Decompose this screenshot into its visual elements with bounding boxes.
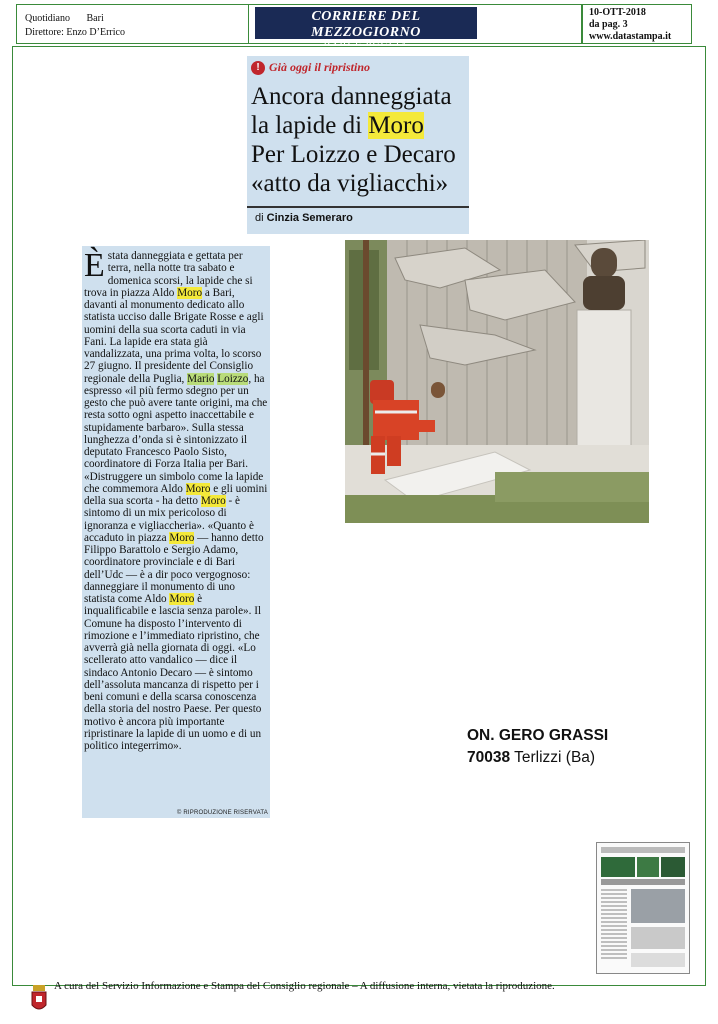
recipient-address xyxy=(467,725,608,769)
reproduction-note: © RIPRODUZIONE RISERVATA xyxy=(176,810,268,816)
highlighted-name: Moro xyxy=(169,593,195,605)
footer-note: A cura del Servizio Informazione e Stampa del Consiglio regionale – A diffusione interna, vietata la riproduzione. xyxy=(54,980,555,992)
body-text: — hanno detto Filippo Barattolo e Sergio Adamo, coordinatore provinciale e di Bari dell’Udc — è a dir poco vergognoso: danneggiare il monumento di uno statista come Aldo xyxy=(84,531,264,605)
title-line-4: «atto da vigliacchi» xyxy=(251,170,449,197)
body-text: è inqualificabile e lascia senza parole». Il Comune ha disposto l’intervento di rimozione e l’immediato ripristino, che avverrà già nella giornata di oggi. «Lo scellerato atto vandalico — dice il sindaco Antonio Decaro — è sintomo dell’assoluta mancanza di rispetto per i beni comuni e della scarsa conoscenza della storia del nostro Paese. Per questo motivo è ancora più importante ripristinare la lapide di un uomo e di un politico integerrimo». xyxy=(84,593,262,752)
recipient-city-line xyxy=(467,747,608,769)
byline xyxy=(255,212,353,224)
monument-photo-illustration xyxy=(345,240,649,523)
highlighted-name: Moro xyxy=(169,531,195,544)
edition: Bari xyxy=(86,13,104,24)
recipient-zip: 70038 xyxy=(467,749,511,766)
article-column xyxy=(82,246,270,818)
header-info-box xyxy=(16,4,250,44)
highlighted-name: Loizzo xyxy=(217,372,249,385)
highlighted-name: Moro xyxy=(185,482,211,495)
headline-block xyxy=(247,56,469,234)
publication-line xyxy=(25,13,118,24)
recipient-name: ON. GERO GRASSI xyxy=(467,727,609,744)
page-thumbnail xyxy=(596,842,690,974)
body-text: a Bari, davanti al monumento dedicato allo statista ucciso dalle Brigate Rosse e agli uomini della sua scorta caduti in via Fani. La lapide era stata già vandalizzata, una prima volta, lo scorso 27 giugno. Il presidente del Consiglio regionale della Puglia, xyxy=(84,286,264,385)
title-line-1: Ancora danneggiata xyxy=(251,83,452,110)
title-line-3: Per Loizzo e Decaro xyxy=(251,141,456,168)
date-box xyxy=(582,4,692,44)
highlighted-name: Moro xyxy=(200,495,226,507)
kicker-alert-icon: ! xyxy=(251,61,265,75)
body-text: e gli uomini della sua scorta - ha detto xyxy=(84,482,268,507)
byline-divider xyxy=(247,206,469,208)
recipient-city: Terlizzi (Ba) xyxy=(514,749,596,766)
page-ref: da pag. 3 xyxy=(589,19,628,30)
body-text: , ha espresso «il più fermo sdegno per un gesto che può avere tante origini, ma che resta sotto ogni aspetto inaccettabile e stupidamente barbaro». Sulla stessa lunghezza d’onda si è sintonizzato il deputato Francesco Paolo Sisto, coordinatore di Forza Italia per Bari. «Distruggere un simbolo come la lapide che commemora Aldo xyxy=(84,372,268,495)
drop-cap: È xyxy=(84,247,105,284)
page-thumbnail-illustration xyxy=(597,843,689,973)
title-highlight-moro: Moro xyxy=(368,112,424,139)
article-title xyxy=(251,82,469,198)
date: 10-OTT-2018 xyxy=(589,7,646,18)
byline-prefix: di xyxy=(255,212,264,224)
regional-council-logo-icon xyxy=(30,985,48,1015)
body-text: - è sintomo di un mix pericoloso di ignoranza e vigliaccheria». «Quanto è accaduto in piazza xyxy=(84,495,254,544)
newspaper-logo xyxy=(255,7,477,52)
masthead-title: CORRIERE DEL MEZZOGIORNO xyxy=(311,9,421,40)
highlighted-name: Mario xyxy=(187,372,215,385)
masthead-box xyxy=(248,4,582,52)
source-site: www.datastampa.it xyxy=(589,31,672,42)
body-text: stata danneggiata e gettata per terra, nella notte tra sabato e domenica scorsi, la lapide che si trova in piazza Aldo xyxy=(84,250,253,299)
monument-photo xyxy=(345,240,649,523)
masthead-subtitle: BARI E PUGLIA xyxy=(323,41,409,52)
publication-type: Quotidiano xyxy=(25,13,70,24)
byline-author: Cinzia Semeraro xyxy=(266,212,353,224)
highlighted-name: Moro xyxy=(177,286,203,299)
article-body xyxy=(84,247,268,752)
director: Direttore: Enzo D’Errico xyxy=(25,27,125,38)
title-line-2: la lapide di xyxy=(251,112,369,139)
kicker: Già oggi il ripristino xyxy=(269,60,371,74)
